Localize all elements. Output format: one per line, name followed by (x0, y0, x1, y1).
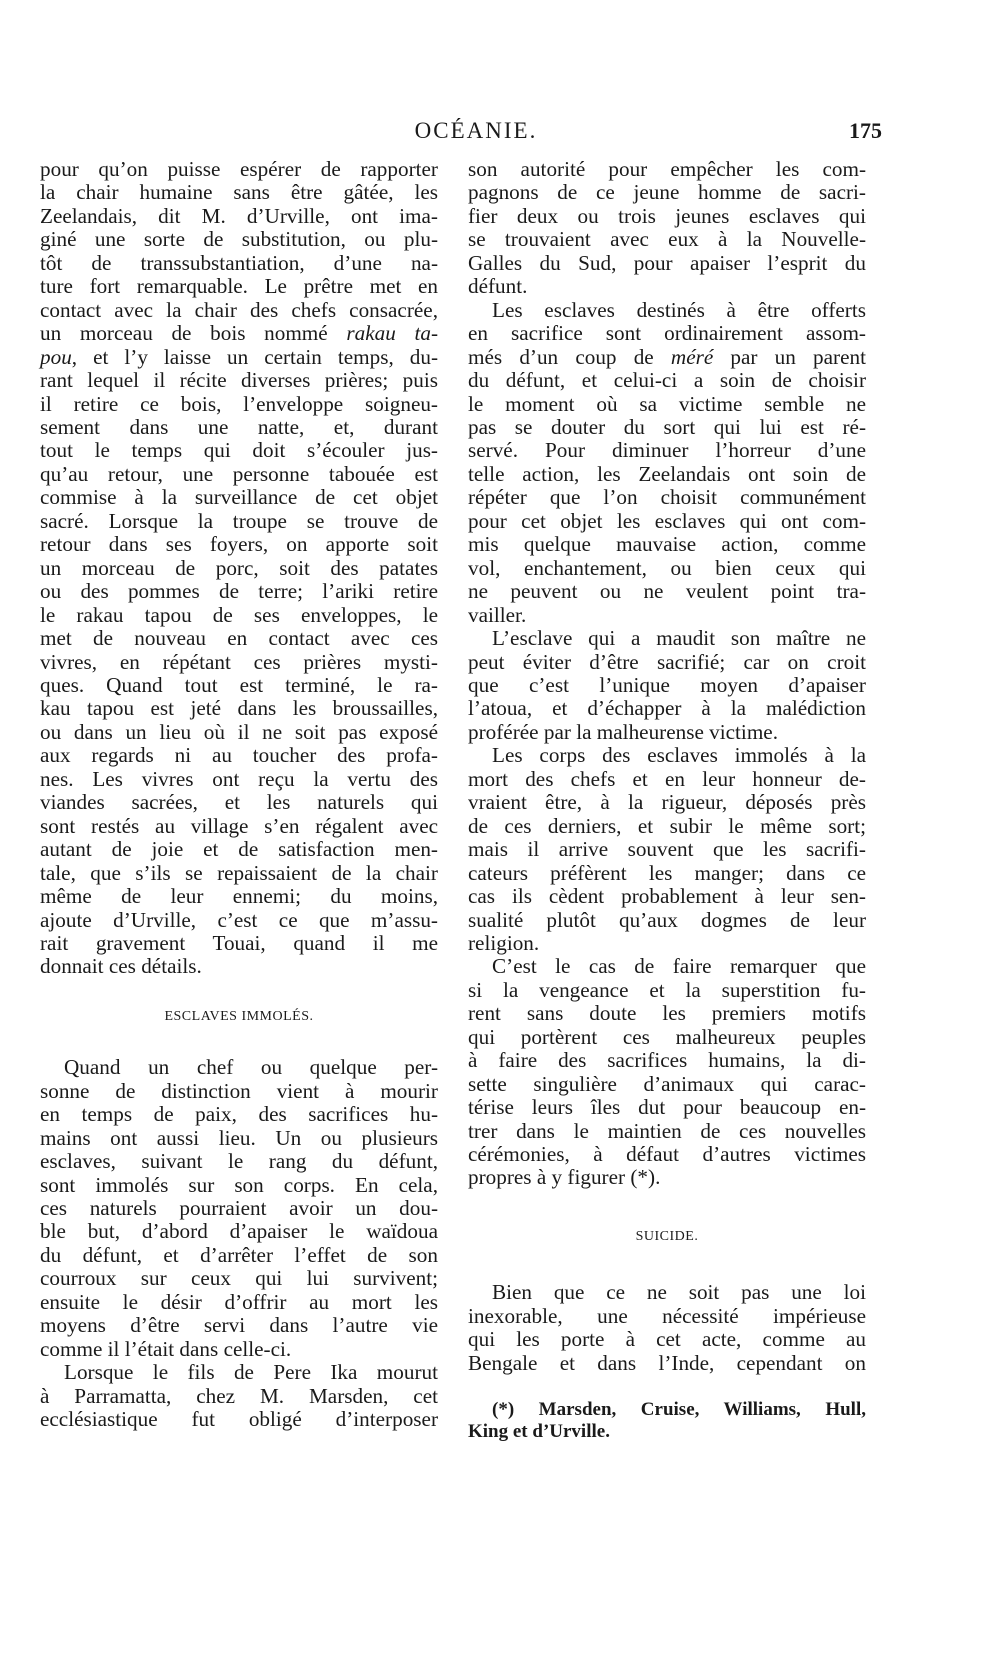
text-line: viandes sacrées, et les naturels qui (40, 790, 438, 815)
text-line: ne peuvent ou ne veulent point tra- (468, 579, 866, 604)
text-line: autant de joie et de satisfaction men- (40, 837, 438, 862)
text-line: à Parramatta, chez M. Marsden, cet (40, 1383, 438, 1408)
text-line: l’atoua, et d’échapper à la malédiction (468, 696, 866, 721)
section-heading-esclaves-immoles: ESCLAVES IMMOLÉS. (164, 1008, 314, 1024)
text-line: tout le temps qui doit s’écouler jus- (40, 438, 438, 463)
paragraph (40, 1361, 438, 1431)
text-line: à faire des sacrifices humains, la di- (468, 1048, 866, 1073)
text-line: rant lequel il récite diverses prières; puis (40, 368, 438, 393)
text-line: si la vengeance et la superstition fu- (468, 977, 866, 1002)
text-line: sont immolés sur son corps. En cela, (40, 1172, 438, 1197)
text-line: térise leurs îles dut pour beaucoup en- (468, 1095, 866, 1120)
text-line: que c’est l’unique moyen d’apaiser (468, 672, 866, 697)
text-line: qui portèrent ces malheureux peuples (468, 1024, 866, 1049)
text-line: qu’au retour, une personne tabouée est (40, 461, 438, 486)
text-line: fier deux ou trois jeunes esclaves qui (468, 203, 866, 228)
text-line: pagnons de ce jeune homme de sacri- (468, 180, 866, 205)
text-line: Quand un chef ou quelque per- (64, 1055, 438, 1080)
text-line: commise à la surveillance de cet objet (40, 485, 438, 510)
text-line: servé. Pour diminuer l’horreur d’une (468, 438, 866, 463)
text-line: de ces derniers, et subir le même sort; (468, 813, 866, 838)
italic-term-continuation: pou (40, 344, 72, 369)
text-line: C’est le cas de faire remarquer que (492, 954, 866, 979)
italic-term: méré (670, 344, 714, 369)
text-line: défunt. (468, 274, 528, 299)
text-line: mais il arrive souvent que les sacrifi- (468, 837, 866, 862)
text-line: rent sans doute les premiers motifs (468, 1001, 866, 1026)
text-run: par un parent (713, 344, 866, 369)
text-line: ou des pommes de terre; l’ariki retire (40, 579, 438, 604)
footnote-line: (*) Marsden, Cruise, Williams, Hull, (492, 1399, 866, 1421)
text-line: ble but, d’abord d’apaiser le waïdoua (40, 1219, 438, 1244)
text-line: un morceau de porc, soit des patates (40, 555, 438, 580)
text-line: peut éviter d’être sacrifié; car on croit (468, 649, 866, 674)
text-line: Les corps des esclaves immolés à la (492, 743, 866, 768)
text-line: trer dans le maintien de ces nouvelles (468, 1118, 866, 1143)
paragraph (40, 1056, 438, 1361)
text-line: giné une sorte de substitution, ou plu- (40, 227, 438, 252)
running-title: OCÉANIE. (414, 118, 538, 143)
right-column (468, 158, 866, 1443)
text-line: inexorable, une nécessité impérieuse (468, 1303, 866, 1328)
text-line: telle action, les Zeelandais ont soin de (468, 461, 866, 486)
text-line: moyens d’être servi dans l’autre vie (40, 1313, 438, 1338)
text-line: rait gravement Touai, quand il me (40, 930, 438, 955)
text-line: pour cet objet les esclaves qui ont com- (468, 508, 866, 533)
text-line: courroux sur ceux qui lui survivent; (40, 1266, 438, 1291)
text-line: Bengale et dans l’Inde, cependant on (468, 1350, 866, 1375)
text-line: même de leur ennemi; du moins, (40, 884, 438, 909)
text-line: cateurs préfèrent les manger; dans ce (468, 860, 866, 885)
text-line: comme il l’était dans celle-ci. (40, 1336, 292, 1361)
text-line: cérémonies, à défaut d’autres victimes (468, 1142, 866, 1167)
text-line: donnait ces détails. (40, 954, 202, 979)
text-line: son autorité pour empêcher les com- (468, 157, 866, 181)
text-line: sualité plutôt qu’aux dogmes de leur (468, 907, 866, 932)
text-line: en temps de paix, des sacrifices hu- (40, 1102, 438, 1127)
paragraph (468, 744, 866, 955)
text-line: ture fort remarquable. Le prêtre met en (40, 274, 438, 299)
section-heading-suicide: SUICIDE. (635, 1228, 699, 1244)
running-head (40, 118, 882, 148)
text-line: tale, que s’ils se repaissaient de la chair (40, 860, 438, 885)
text-line: qui les porte à cet acte, comme au (468, 1327, 866, 1352)
text-line: sement dans une natte, et, durant (40, 414, 438, 439)
text-line (40, 322, 438, 345)
paragraph (40, 158, 438, 979)
text-line: sont restés au village s’en régalent avec (40, 813, 438, 838)
paragraph (468, 1281, 866, 1375)
text-line: mis quelque mauvaise action, comme (468, 532, 866, 557)
text-line: kau tapou est jeté dans les broussailles, (40, 696, 438, 721)
text-line: mort des chefs et en leur honneur de- (468, 766, 866, 791)
text-line: Lorsque le fils de Pere Ika mourut (64, 1360, 438, 1385)
text-line: ensuite le désir d’offrir au mort les (40, 1289, 438, 1314)
text-run: més d’un coup de (468, 344, 671, 369)
text-line: ques. Quand tout est terminé, le ra- (40, 672, 438, 697)
left-column (40, 158, 438, 1432)
text-line: esclaves, suivant le rang du défunt, (40, 1149, 438, 1174)
paragraph (468, 158, 866, 299)
text-line: mains ont aussi lieu. Un ou plusieurs (40, 1125, 438, 1150)
text-line: contact avec la chair des chefs consacrée, (40, 297, 438, 322)
text-line: pas se douter du sort qui lui est ré- (468, 414, 866, 439)
text-line: vol, enchantement, ou bien ceux qui (468, 555, 866, 580)
text-line: la chair humaine sans être gâtée, les (40, 180, 438, 205)
text-line: sette singulière d’animaux qui carac- (468, 1071, 866, 1096)
text-line: met de nouveau en contact avec ces (40, 626, 438, 651)
text-line: en sacrifice sont ordinairement assom- (468, 321, 866, 346)
text-line (468, 346, 866, 369)
italic-term: rakau ta- (346, 321, 438, 346)
text-line: tôt de transsubstantiation, d’une na- (40, 250, 438, 275)
text-line: Galles du Sud, pour apaiser l’esprit du (468, 250, 866, 275)
text-line: vraient être, à la rigueur, déposés près (468, 790, 866, 815)
text-line: répéter que l’on choisit communément (468, 485, 866, 510)
text-line: du défunt, et celui-ci a soin de choisir (468, 368, 866, 393)
text-line: nes. Les vivres ont reçu la vertu des (40, 766, 438, 791)
text-line: vivres, en répétant ces prières mysti- (40, 649, 438, 674)
text-line: cas ils cèdent probablement à leur sen- (468, 884, 866, 909)
footnote-line: King et d’Urville. (468, 1421, 610, 1443)
text-line: ecclésiastique fut obligé d’interposer (40, 1407, 438, 1432)
text-line: L’esclave qui a maudit son maître ne (492, 626, 866, 651)
text-line: le rakau tapou de ses enveloppes, le (40, 602, 438, 627)
text-line: du défunt, et d’arrêter l’effet de son (40, 1242, 438, 1267)
text-line: vailler. (468, 602, 527, 627)
text-line: religion. (468, 930, 540, 955)
text-line: ou dans un lieu où il ne soit pas exposé (40, 719, 438, 744)
text-line: proférée par la malheurense victime. (468, 719, 779, 744)
page-number: 175 (849, 118, 882, 143)
paragraph (468, 955, 866, 1190)
text-run: un morceau de bois nommé (40, 321, 347, 346)
text-line: Bien que ce ne soit pas une loi (492, 1280, 866, 1305)
paragraph (468, 627, 866, 744)
text-line: propres à y figurer (*). (468, 1165, 661, 1190)
text-line: Zeelandais, dit M. d’Urville, ont ima- (40, 203, 438, 228)
text-line: ces naturels pourraient avoir un dou- (40, 1196, 438, 1221)
text-line: il retire ce bois, l’enveloppe soigneu- (40, 391, 438, 416)
text-line: ajoute d’Urville, c’est ce que m’assu- (40, 907, 438, 932)
text-run: , et l’y laisse un certain temps, du- (71, 344, 438, 369)
text-line: aux regards ni au toucher des profa- (40, 743, 438, 768)
footnote (468, 1399, 866, 1443)
text-line: sonne de distinction vient à mourir (40, 1078, 438, 1103)
text-line: retour dans ses foyers, on apporte soit (40, 532, 438, 557)
text-line: sacré. Lorsque la troupe se trouve de (40, 508, 438, 533)
text-line: le moment où sa victime semble ne (468, 391, 866, 416)
text-line (40, 346, 438, 369)
text-line: se trouvaient avec eux à la Nouvelle- (468, 227, 866, 252)
paragraph (468, 299, 866, 627)
text-line: pour qu’on puisse espérer de rapporter (40, 157, 438, 181)
text-line: Les esclaves destinés à être offerts (492, 297, 866, 322)
